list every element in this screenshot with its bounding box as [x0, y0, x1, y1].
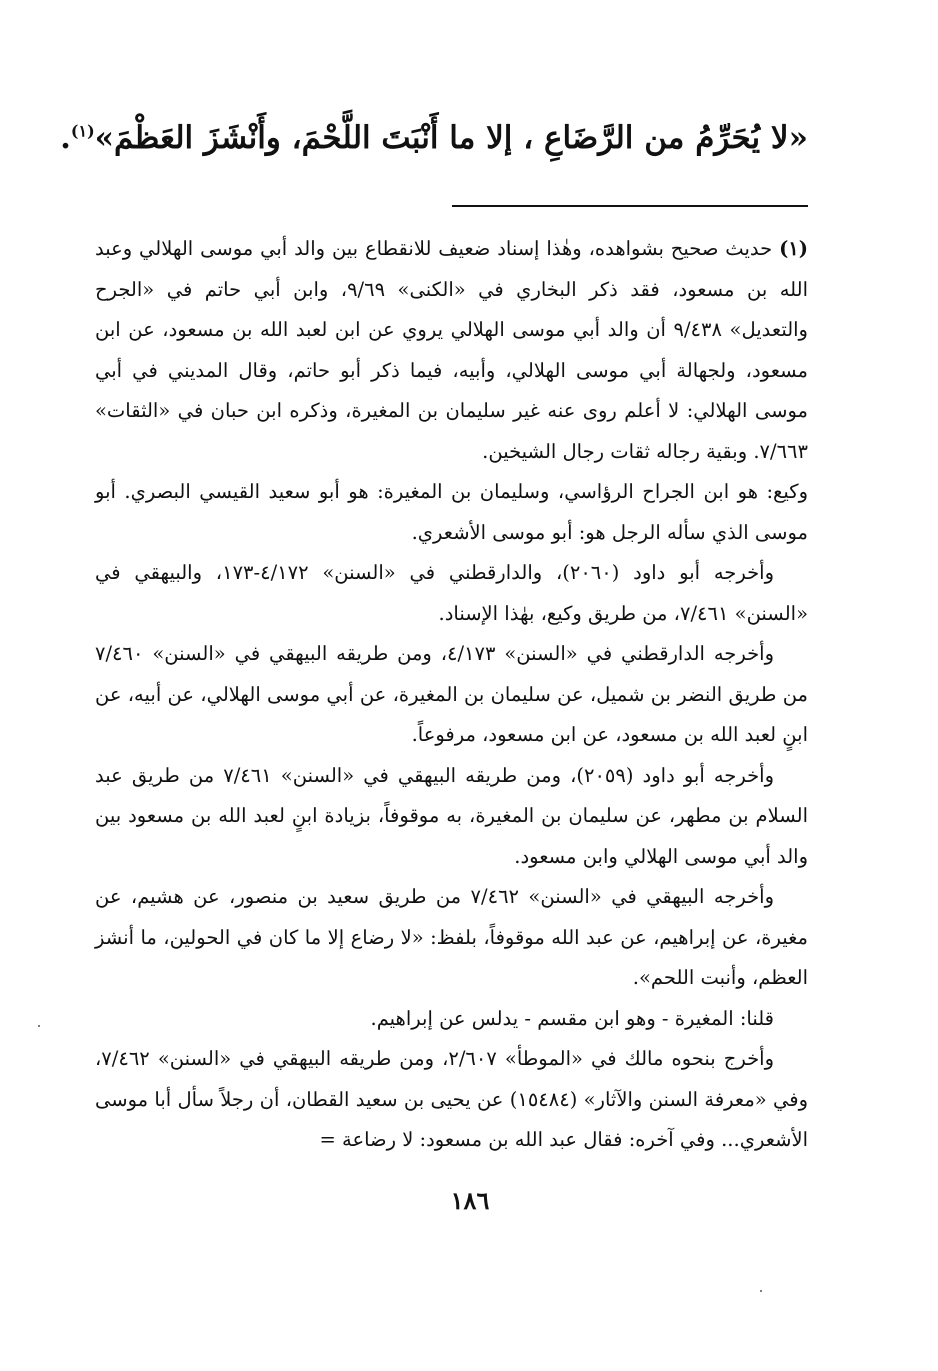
footnotes-block — [95, 229, 808, 1161]
footnote-paragraph — [95, 229, 808, 472]
footnote-paragraph: وأخرج بنحوه مالك في «الموطأ» ٢/٦٠٧، ومن طريقه البيهقي في «السنن» ٧/٤٦٢، وفي «معرفة السنن والآثار» (١٥٤٨٤) عن يحيى بن سعيد القطان، أن رجلاً سأل أبا موسى الأشعري... وفي آخره: فقال عبد الله بن مسعود: لا رضاعة = — [95, 1047, 808, 1151]
footnote-number: (١) — [779, 237, 809, 260]
hadith-text — [60, 108, 808, 168]
page-number: ١٨٦ — [450, 1186, 490, 1215]
hadith-end-punct: . — [60, 120, 71, 156]
footnote-text: حديث صحيح بشواهده، وهٰذا إسناد ضعيف للانقطاع بين والد أبي موسى الهلالي وعبد الله بن مسعود، فقد ذكر البخاري في «الكنى» ٩/٦٩، وابن أبي حاتم في «الجرح والتعديل» ٩/٤٣٨ أن والد أبي موسى الهلالي يروي عن ابن لعبد الله بن مسعود، عن ابن مسعود، ولجهالة أبي موسى الهلالي، وأبيه، فيما ذكر أبو حاتم، وقال المديني في أبي موسى الهلالي: لا أعلم روى عنه غير سليمان بن المغيرة، وذكره ابن حبان في «الثقات» ٧/٦٦٣. وبقية رجاله ثقات رجال الشيخين. — [95, 237, 808, 463]
scan-speck — [38, 1025, 40, 1027]
footnote-paragraph: وأخرجه أبو داود (٢٠٦٠)، والدارقطني في «السنن» ٤/١٧٢-١٧٣، والبيهقي في «السنن» ٧/٤٦١، من طريق وكيع، بهٰذا الإسناد. — [95, 561, 808, 625]
footnote-marker: (١) — [70, 121, 95, 141]
footnote-paragraph: وأخرجه الدارقطني في «السنن» ٤/١٧٣، ومن طريقه البيهقي في «السنن» ٧/٤٦٠ من طريق النضر بن شميل، عن سليمان بن المغيرة، عن أبي موسى الهلالي، عن أبيه، عن ابنٍ لعبد الله بن مسعود، عن ابن مسعود، مرفوعاً. — [95, 642, 808, 746]
footnote-paragraph: قلنا: المغيرة - وهو ابن مقسم - يدلس عن إبراهيم. — [370, 1006, 774, 1030]
footnote-paragraph: وكيع: هو ابن الجراح الرؤاسي، وسليمان بن المغيرة: هو أبو سعيد القيسي البصري. أبو موسى الذي سأله الرجل هو: أبو موسى الأشعري. — [95, 480, 808, 544]
hadith-quote: «لا يُحَرِّمُ من الرَّضَاعِ ، إلا ما أَنْبَتَ اللَّحْمَ، وأَنْشَزَ العَظْمَ» — [94, 120, 808, 156]
footnote-paragraph: وأخرجه البيهقي في «السنن» ٧/٤٦٢ من طريق سعيد بن منصور، عن هشيم، عن مغيرة، عن إبراهيم، عن عبد الله موقوفاً، بلفظ: «لا رضاع إلا ما كان في الحولين، ما أنشز العظم، وأنبت اللحم». — [95, 885, 808, 989]
footnote-paragraph: وأخرجه أبو داود (٢٠٥٩)، ومن طريقه البيهقي في «السنن» ٧/٤٦١ من طريق عبد السلام بن مطهر، عن سليمان بن المغيرة، به موقوفاً، بزيادة ابنٍ لعبد الله بن مسعود بين والد أبي موسى الهلالي وابن مسعود. — [95, 763, 808, 868]
scan-speck — [760, 1290, 762, 1292]
footnote-separator — [452, 205, 808, 207]
